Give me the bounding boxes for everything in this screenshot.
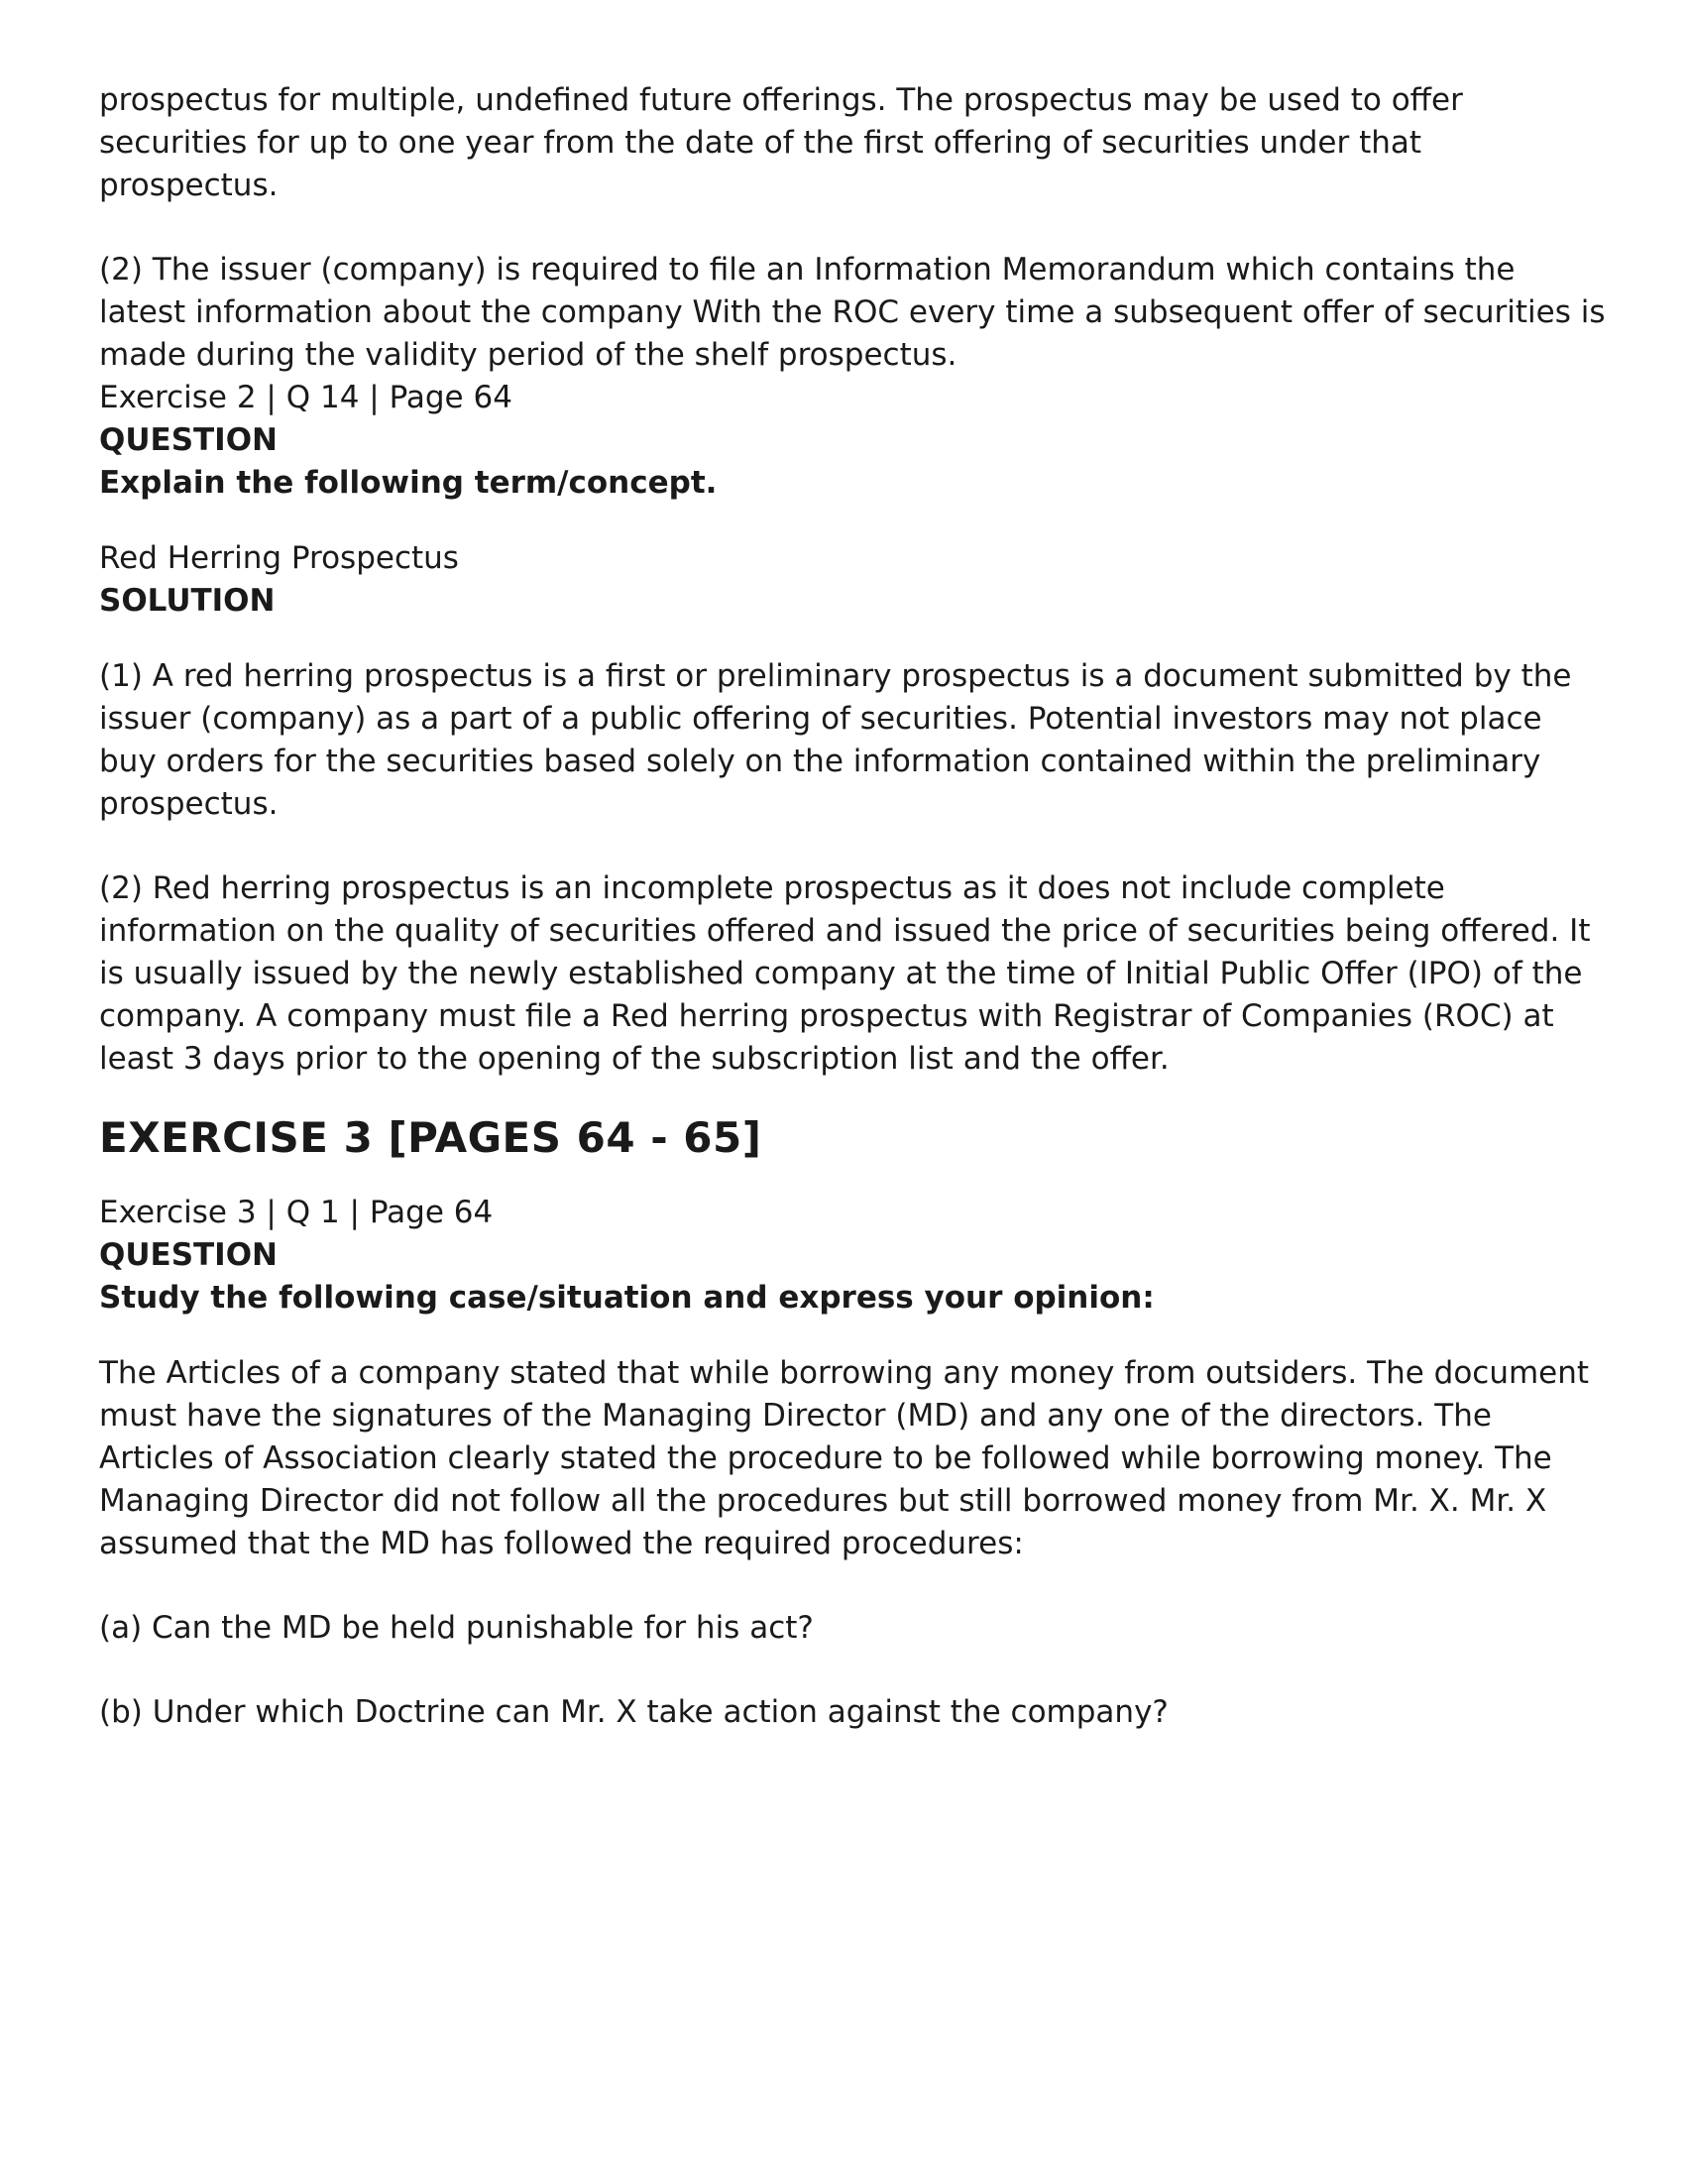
exercise-2-q14-reference: Exercise 2 | Q 14 | Page 64 [99,380,512,415]
ex3-q1-subquestion-a: (a) Can the MD be held punishable for his act? [99,1610,814,1646]
q14-solution-point-2: (2) Red herring prospectus is an incomplete prospectus as it does not include complete information on the quality of securities offered and issued the price of securities being offered. It is usually issued by the newly established company at the time of Initial Public Offer (IPO) of the company. A company must file a Red herring prospectus with Registrar of Companies (ROC) at least 3 days prior to the opening of the subscription list and the offer. [99,870,1591,1077]
q14-solution-label: SOLUTION [99,583,276,619]
q14-instruction: Explain the following term/concept. [99,465,718,501]
ex3-q1-instruction: Study the following case/situation and express your opinion: [99,1280,1155,1316]
exercise-3-heading: EXERCISE 3 [PAGES 64 - 65] [99,1113,762,1162]
q14-question-label: QUESTION [99,422,279,458]
intro-point-2-paragraph: (2) The issuer (company) is required to file an Information Memorandum which contains the latest information about the company With the ROC every time a subsequent offer of securities is made during the validity period of the shelf prospectus. [99,252,1606,373]
exercise-3-q1-reference: Exercise 3 | Q 1 | Page 64 [99,1195,494,1230]
intro-continuation-paragraph: prospectus for multiple, undefined future offerings. The prospectus may be used to offer securities for up to one year from the date of the first offering of securities under that prospectus. [99,82,1463,203]
ex3-q1-case-paragraph: The Articles of a company stated that while borrowing any money from outsiders. The document must have the signatures of the Managing Director (MD) and any one of the directors. The Articles of Association clearly stated the procedure to be followed while borrowing money. The Managing Director did not follow all the procedures but still borrowed money from Mr. X. Mr. X assumed that the MD has followed the required procedures: [99,1355,1590,1561]
document-page [99,79,1606,1734]
q14-term: Red Herring Prospectus [99,540,459,576]
ex3-q1-subquestion-b: (b) Under which Doctrine can Mr. X take action against the company? [99,1694,1169,1730]
ex3-q1-question-label: QUESTION [99,1237,279,1273]
q14-solution-point-1: (1) A red herring prospectus is a first or preliminary prospectus is a document submitted by the issuer (company) as a part of a public offering of securities. Potential investors may not place buy orders for the securities based solely on the information contained within the preliminary prospectus. [99,658,1572,822]
